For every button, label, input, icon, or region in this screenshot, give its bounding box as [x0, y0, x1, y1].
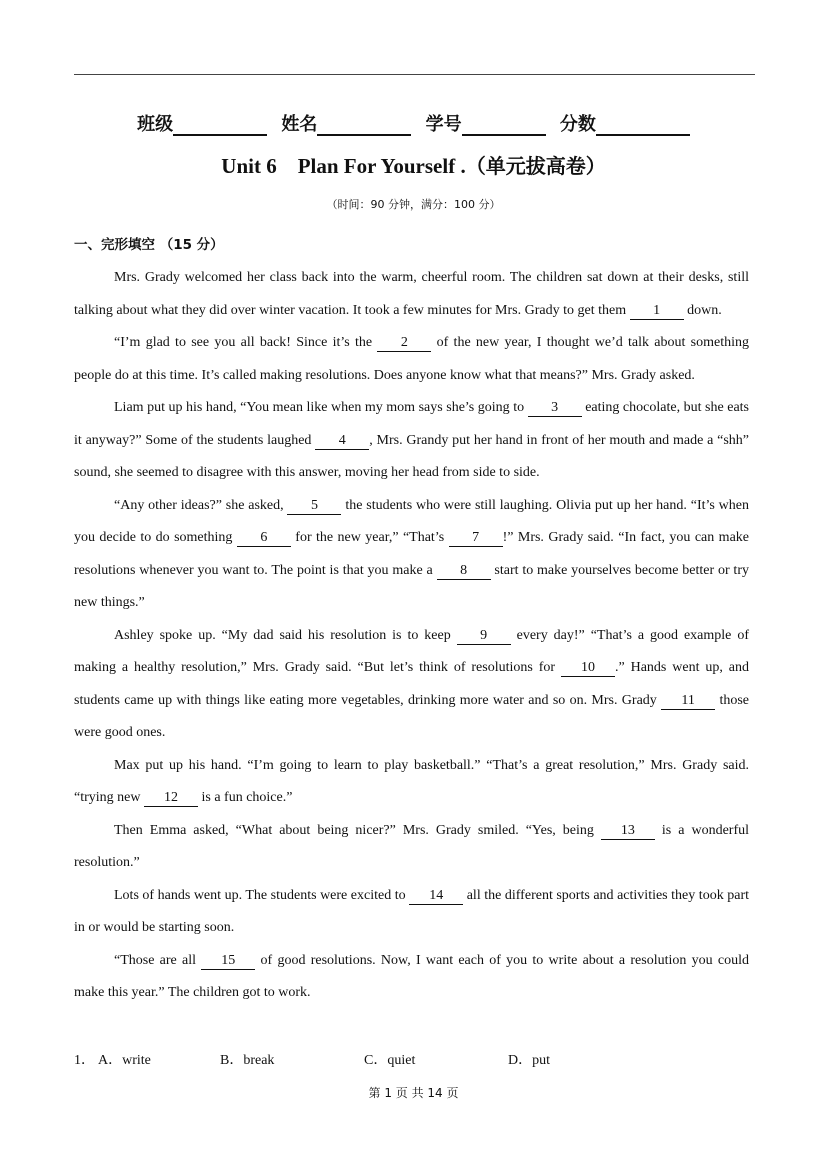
name-field[interactable]	[281, 110, 411, 136]
student-id-label: 学号	[425, 114, 462, 135]
text-segment: eating chocolate, but she eats it anyway?” Some of the students laughed	[74, 400, 749, 448]
blank-10[interactable]: 10	[561, 660, 615, 677]
blank-13[interactable]: 13	[601, 823, 655, 840]
text-segment: is a wonderful resolution.”	[74, 822, 749, 870]
paragraph-6	[74, 750, 749, 815]
text-segment: Then Emma asked, “What about being nicer?” Mrs. Grady smiled. “Yes, being	[114, 822, 601, 838]
paragraph-2	[74, 327, 749, 392]
question-number: 1．	[74, 1053, 95, 1068]
text-segment: Max put up his hand. “I’m going to learn to play basketball.” “That’s a great resolution,” Mrs. Grady said. “trying new	[74, 757, 749, 805]
option-d[interactable]: D．put	[508, 1053, 550, 1068]
class-field[interactable]	[137, 110, 267, 136]
paragraph-3	[74, 392, 749, 490]
blank-3[interactable]: 3	[528, 400, 582, 417]
text-segment: of the new year, I thought we’d talk about something people do at this time. It’s called making resolutions. Does anyone know what that means?” Mrs. Grady asked.	[74, 335, 749, 383]
section-heading: 一、完形填空 （15 分）	[74, 237, 224, 253]
score-blank[interactable]	[596, 116, 690, 136]
text-segment: the students who were still laughing. Olivia put up her hand. “It’s when you decide to do something	[74, 497, 749, 545]
paragraph-8	[74, 880, 749, 945]
student-info-fields	[0, 110, 827, 136]
name-label: 姓名	[281, 114, 318, 135]
score-field[interactable]	[560, 110, 690, 136]
text-segment: all the different sports and activities they took part in or would be starting soon.	[74, 887, 749, 935]
score-label: 分数	[559, 114, 596, 135]
text-segment: start to make yourselves become better or try new things.”	[74, 562, 749, 610]
text-segment: is a fun choice.”	[197, 790, 293, 805]
text-segment: “Those are all	[114, 952, 202, 968]
class-label: 班级	[137, 114, 174, 135]
blank-11[interactable]: 11	[661, 693, 715, 710]
exam-duration-note: （时间：90 分钟，满分：100 分）	[326, 198, 501, 211]
text-segment: for the new year,” “That’s	[290, 530, 449, 545]
page-title	[0, 150, 827, 180]
blank-6[interactable]: 6	[237, 530, 291, 547]
paragraph-9	[74, 945, 749, 1010]
blank-1[interactable]: 1	[630, 303, 684, 320]
option-b[interactable]: B．break	[220, 1053, 275, 1068]
page-footer: 第 1 页 共 14 页	[368, 1086, 459, 1100]
paragraph-5	[74, 620, 749, 750]
option-a[interactable]: A．write	[98, 1053, 151, 1068]
blank-4[interactable]: 4	[315, 433, 369, 450]
paragraph-1	[74, 262, 749, 327]
text-segment: Liam put up his hand, “You mean like when my mom says she’s going to	[114, 400, 528, 415]
text-segment: every day!” “That’s a good example of making a healthy resolution,” Mrs. Grady said. “But let’s think of resolutions for	[74, 627, 749, 675]
name-blank[interactable]	[317, 116, 411, 136]
blank-14[interactable]: 14	[409, 888, 463, 905]
header-rule	[74, 74, 755, 75]
student-id-field[interactable]	[426, 110, 546, 136]
paragraph-7	[74, 815, 749, 880]
text-segment: of good resolutions. Now, I want each of you to write about a resolution you could make this year.” The children got to work.	[74, 952, 749, 1000]
question-1-options	[74, 1049, 550, 1069]
blank-2[interactable]: 2	[377, 335, 431, 352]
blank-15[interactable]: 15	[201, 953, 255, 970]
paragraph-4	[74, 490, 749, 620]
text-segment: down.	[683, 302, 722, 318]
student-id-blank[interactable]	[462, 116, 546, 136]
cloze-passage	[74, 262, 749, 1010]
text-segment: .” Hands went up, and students came up with things like eating more vegetables, drinking more water and so on. Mrs. Grady	[74, 660, 750, 708]
blank-7[interactable]: 7	[449, 530, 503, 547]
text-segment: those were good ones.	[74, 692, 750, 740]
text-segment: !” Mrs. Grady said. “In fact, you can make resolutions whenever you want to. The point is that you make a	[74, 530, 750, 578]
text-segment: Ashley spoke up. “My dad said his resolution is to keep	[114, 627, 457, 643]
title-en: Unit 6 Plan For Yourself .	[221, 154, 466, 178]
text-segment: “I’m glad to see you all back! Since it’s the	[114, 335, 378, 350]
text-segment: “Any other ideas?” she asked,	[114, 497, 288, 513]
option-c[interactable]: C．quiet	[364, 1053, 416, 1068]
text-segment: Mrs. Grady welcomed her class back into the warm, cheerful room. The children sat down at their desks, still talking about what they did over winter vacation. It took a few minutes for Mrs. Grady to get them	[74, 270, 749, 318]
blank-9[interactable]: 9	[457, 628, 511, 645]
blank-12[interactable]: 12	[144, 790, 198, 807]
class-blank[interactable]	[173, 116, 267, 136]
blank-5[interactable]: 5	[287, 498, 341, 515]
text-segment: Lots of hands went up. The students were excited to	[114, 887, 410, 903]
blank-8[interactable]: 8	[437, 563, 491, 580]
title-zh: （单元拔高卷）	[465, 154, 606, 178]
text-segment: , Mrs. Grandy put her hand in front of her mouth and made a “shh” sound, she seemed to disagree with this answer, moving her head from side to side.	[74, 432, 749, 480]
